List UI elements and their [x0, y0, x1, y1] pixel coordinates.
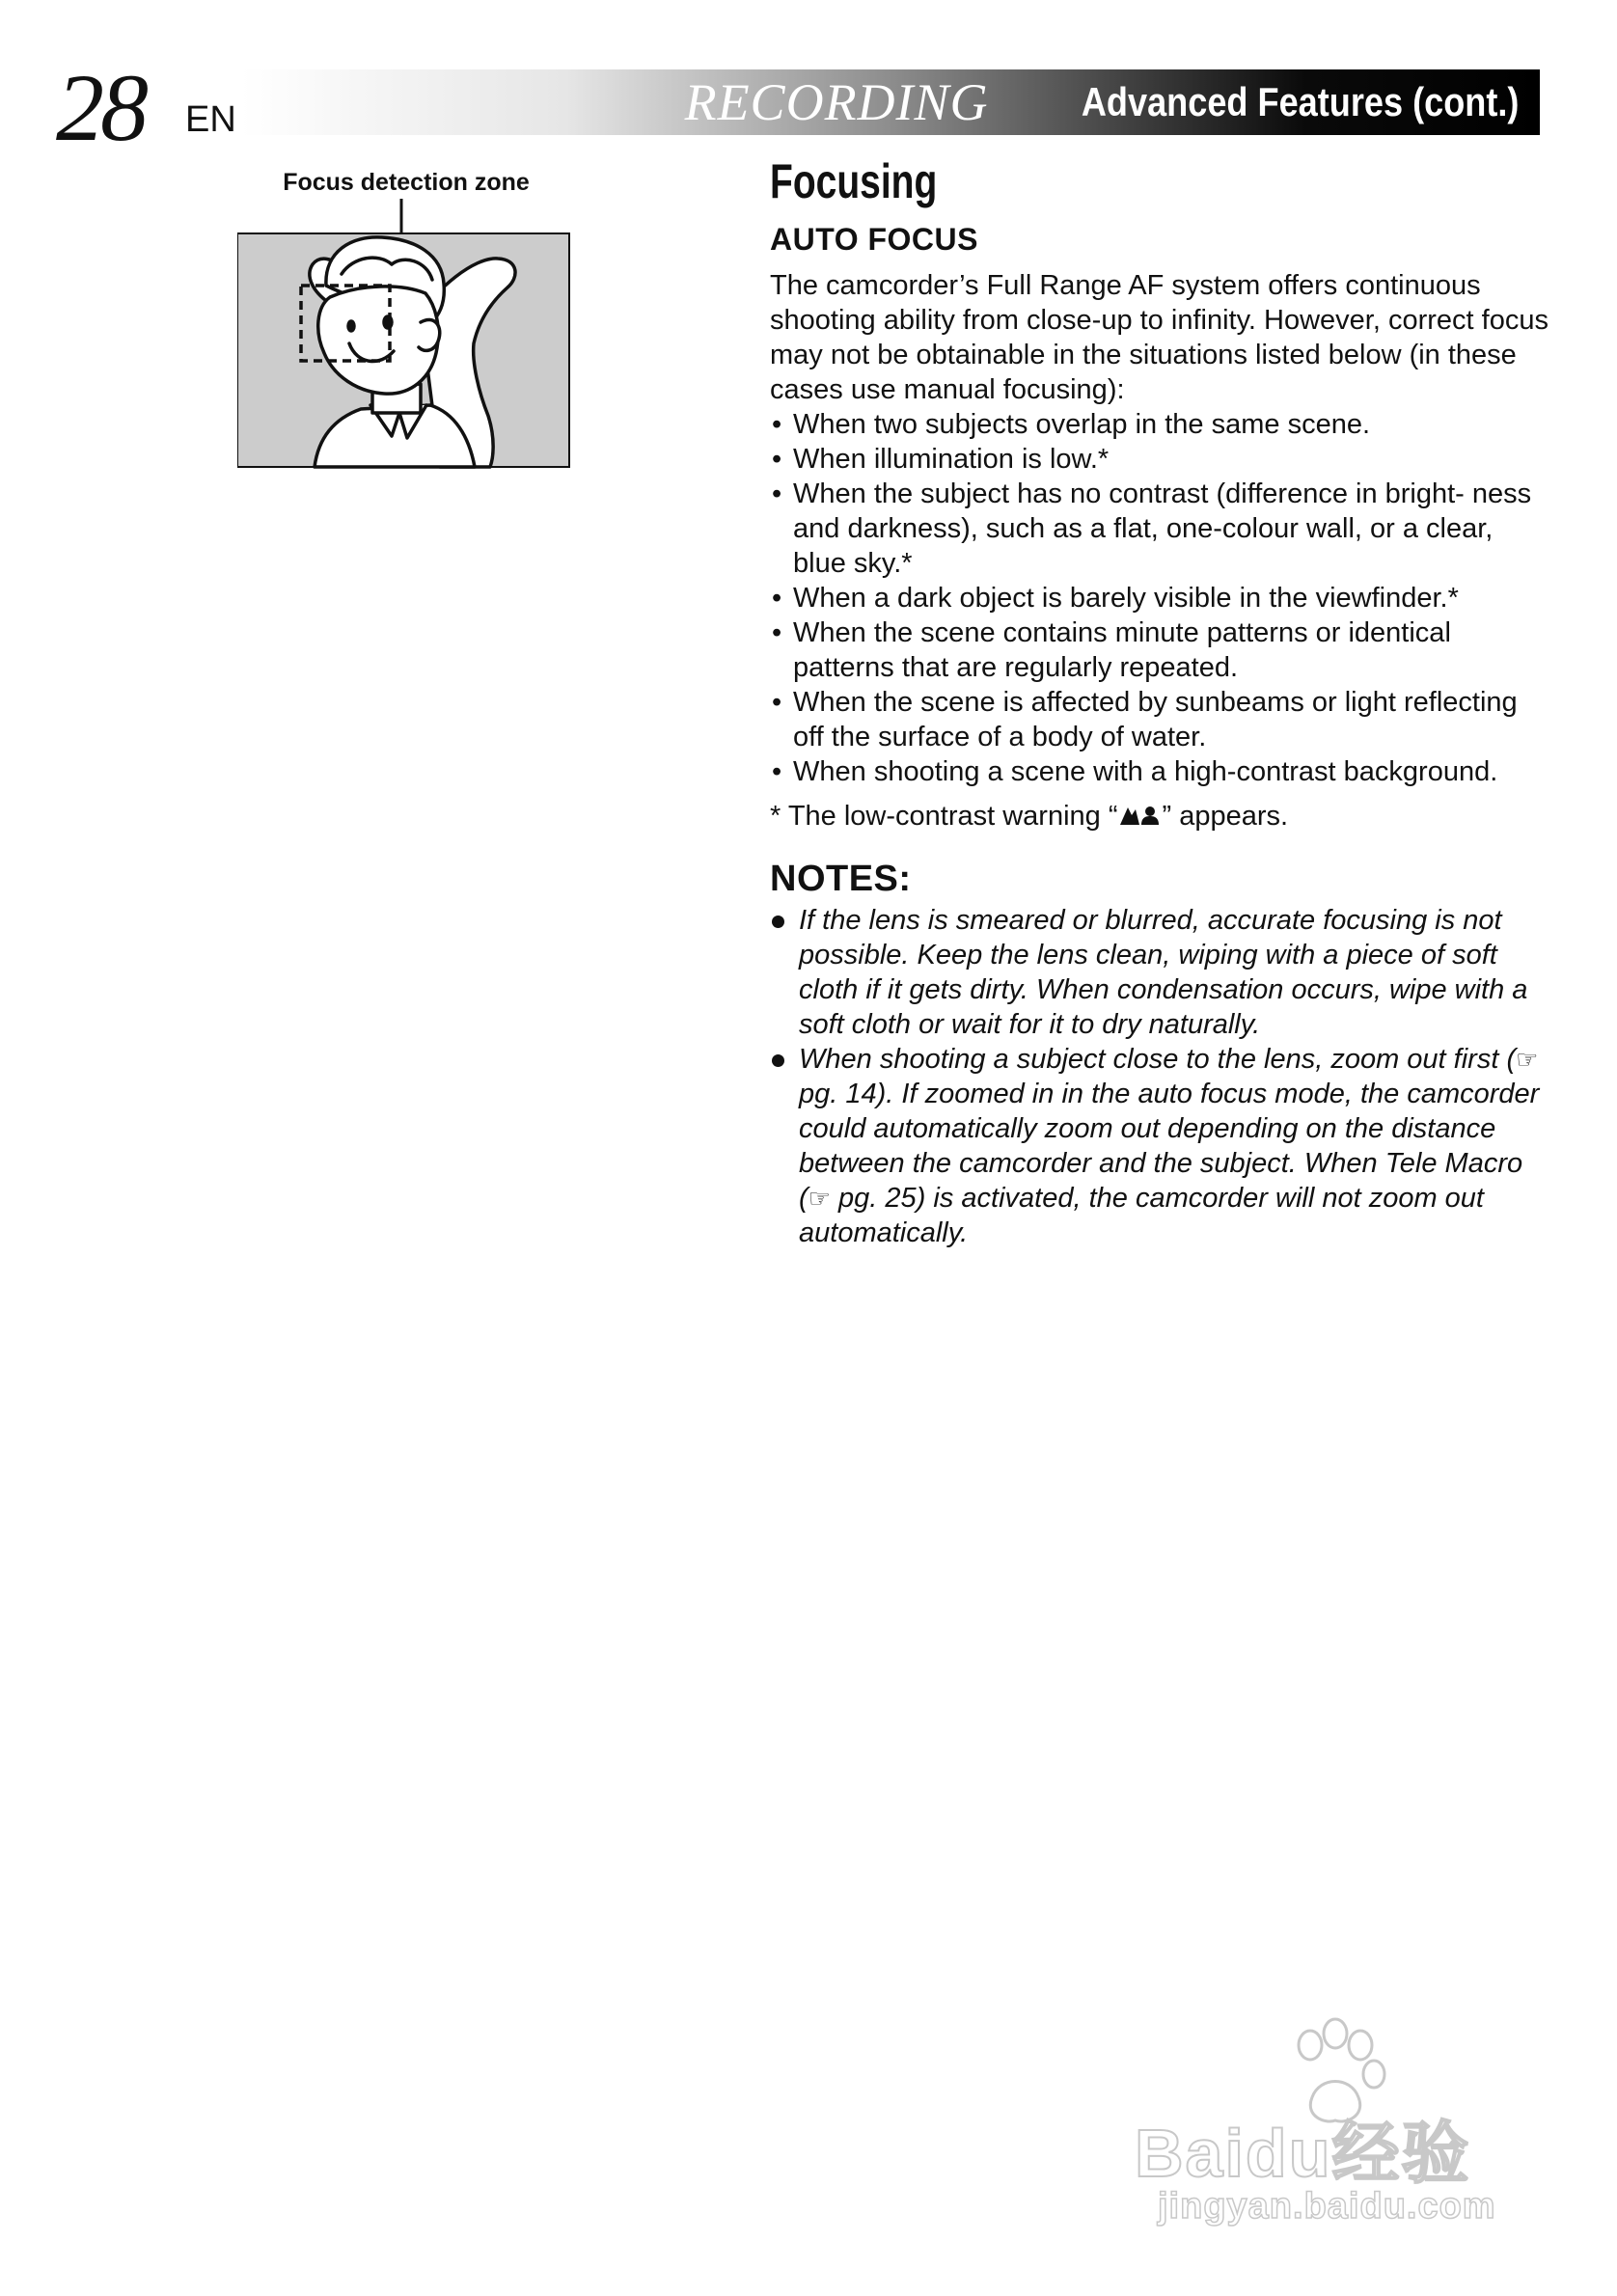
note-item: When shooting a subject close to the lens, zoom out first (☞ pg. 14). If zoomed in in the auto focus mode, the camcorder could automatically zoom out depending on the distance between the camcorder and the subject. When Tele Macro (☞ pg. 25) is activated, the camcorder will not zoom out automatically. [770, 1042, 1553, 1250]
footnote: * The low-contrast warning “ ” appears. [770, 801, 1289, 832]
notes-heading: NOTES: [770, 859, 912, 899]
sub-heading: AUTO FOCUS [770, 222, 978, 257]
section-title: RECORDING [684, 73, 989, 131]
list-item: • When the subject has no contrast (difference in bright- ness and darkness), such as a flat, one-colour wall, or a clear, blue sky.* [772, 478, 1532, 579]
header-bar [241, 69, 1540, 135]
page-reference-icon: ☞ [1516, 1045, 1539, 1074]
page-title: Advanced Features (cont.) [1081, 79, 1519, 124]
list-item: • When shooting a scene with a high-contrast background. [772, 756, 1498, 787]
section-heading: Focusing [770, 154, 938, 208]
page-reference: pg. 14 [799, 1079, 877, 1109]
bullet-list [770, 407, 1553, 789]
note-item: If the lens is smeared or blurred, accurate focusing is not possible. Keep the lens clean, wiping with a piece of soft cloth if it gets dirty. When condensation occurs, wipe with a soft cloth or wait for it to dry naturally. [770, 903, 1553, 1042]
page-number: 28 [56, 54, 145, 161]
page-reference-icon: ☞ [808, 1184, 831, 1213]
list-item: • When a dark object is barely visible in the viewfinder.* [772, 583, 1459, 614]
notes-list [770, 903, 1553, 1250]
figure-caption: Focus detection zone [283, 169, 530, 196]
person-with-focus-zone-illustration [237, 199, 571, 469]
list-item: • When illumination is low.* [772, 444, 1110, 475]
note-bullet-icon [772, 1054, 784, 1067]
page-reference: pg. 25 [838, 1183, 917, 1214]
main-content [770, 152, 1553, 1250]
list-item: • When two subjects overlap in the same scene. [772, 409, 1371, 440]
list-item: • When the scene contains minute patterns or identical patterns that are regularly repeated. [772, 617, 1451, 683]
watermark-url: jingyan.baidu.com [1158, 2186, 1496, 2227]
language-code: EN [185, 99, 236, 140]
note-bullet-icon [772, 916, 784, 928]
list-item: • When the scene is affected by sunbeams or light reflecting off the surface of a body of water. [772, 687, 1518, 752]
watermark-brand: Baidu经验 [1135, 2116, 1471, 2191]
low-contrast-warning-icon [1118, 804, 1163, 827]
intro-paragraph: The camcorder’s Full Range AF system offers continuous shooting ability from close-up to infinity. However, correct focus may not be obtainable in the situations listed below (in these cases use manual focusing): [770, 270, 1548, 405]
